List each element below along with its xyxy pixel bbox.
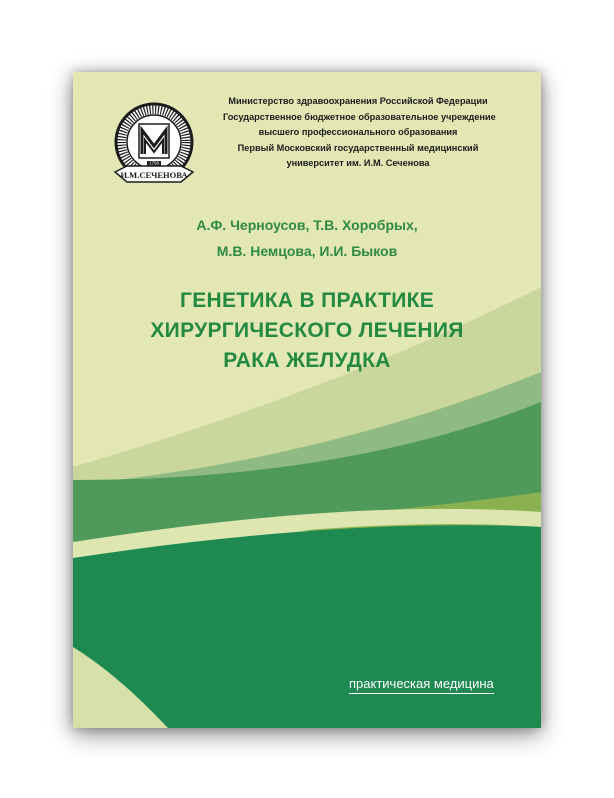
book-title <box>73 286 541 376</box>
publisher-name: практическая медицина <box>349 676 494 694</box>
seal-ribbon-text: И.М.СЕЧЕНОВА <box>120 170 188 180</box>
authors-line-2: М.В. Немцова, И.И. Быков <box>216 243 398 259</box>
book-cover <box>73 72 541 728</box>
ministry-line-3: высшего профессионального образования <box>258 127 458 137</box>
ministry-line-1: Министерство здравоохранения Российской Федерации <box>228 96 488 106</box>
seal-year-text: 1758 <box>148 160 160 166</box>
ministry-header <box>223 94 496 172</box>
title-line-1: ГЕНЕТИКА В ПРАКТИКЕ <box>179 289 435 312</box>
ministry-line-5: университет им. И.М. Сеченова <box>286 158 430 168</box>
authors-line-1: А.Ф. Черноусов, Т.В. Хоробрых, <box>196 217 418 233</box>
title-line-2: ХИРУРГИЧЕСКОГО ЛЕЧЕНИЯ <box>150 319 464 342</box>
ministry-line-4: Первый Московский государственный медицинский <box>237 142 479 153</box>
university-seal-icon <box>109 100 199 190</box>
title-line-3: РАКА ЖЕЛУДКА <box>223 349 391 372</box>
ministry-line-2: Государственное бюджетное образовательное учреждение <box>223 111 496 122</box>
authors <box>73 212 541 264</box>
dark-green-area <box>73 525 541 728</box>
